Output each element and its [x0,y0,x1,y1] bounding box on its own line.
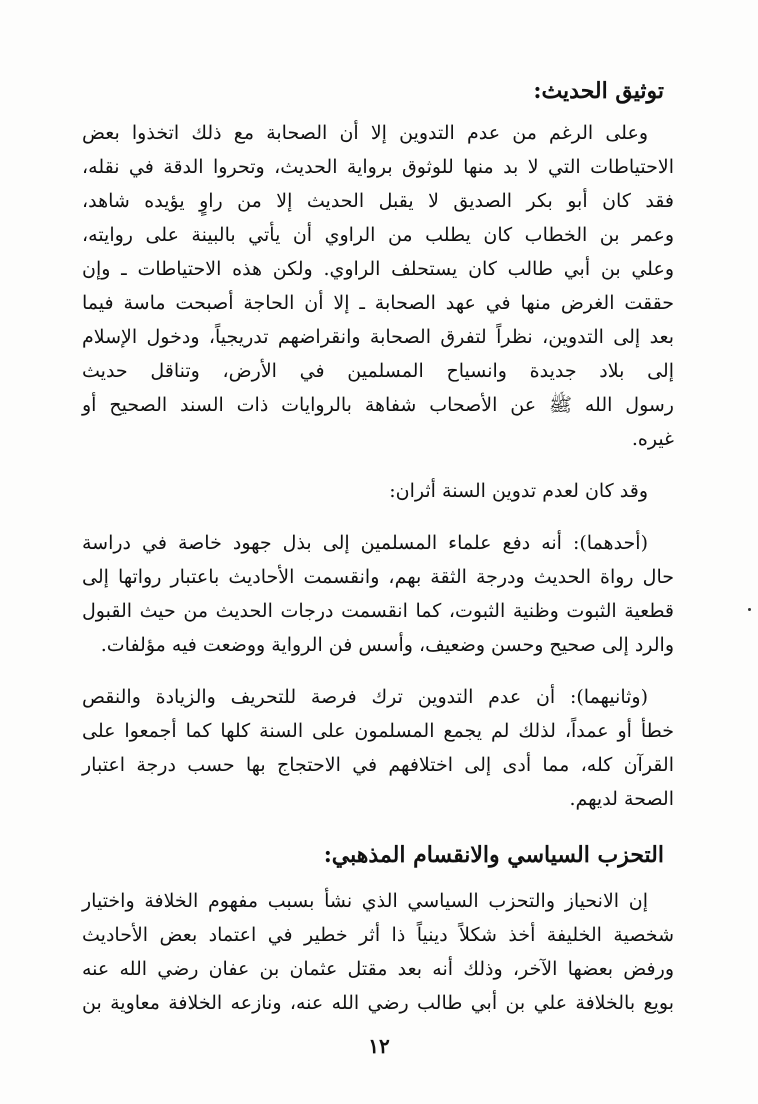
text-line: القرآن كله، مما أدى إلى اختلافهم في الاحتجاج بها حسب درجة اعتبار [82,754,674,776]
text-line: بويع بالخلافة علي بن أبي طالب رضي الله عنه، ونازعه الخلافة معاوية بن [82,992,674,1014]
text-line: خطأ أو عمداً، لذلك لم يجمع المسلمون على السنة كلها كما أجمعوا على [82,720,674,742]
text-line: إن الانحياز والتحزب السياسي الذي نشأ بسبب مفهوم الخلافة واختيار [82,890,648,912]
text-line: بعد إلى التدوين، نظراً لتفرق الصحابة وانقراضهم تدريجياً، ودخول الإسلام [82,326,674,348]
text-line: وعلى الرغم من عدم التدوين إلا أن الصحابة مع ذلك اتخذوا بعض [82,122,648,144]
text-line: حققت الغرض منها في عهد الصحابة ـ إلا أن الحاجة أصبحت ماسة فيما [82,292,674,314]
text-line: قطعية الثبوت وظنية الثبوت، كما انقسمت درجات الحديث من حيث القبول [82,600,674,622]
section-heading-political-partisanship: التحزب السياسي والانقسام المذهبي: [323,842,664,868]
text-line: (أحدهما): أنه دفع علماء المسلمين إلى بذل جهود خاصة في دراسة [82,532,648,554]
text-line: وعمر بن الخطاب كان يطلب من الراوي أن يأتي بالبينة على روايته، [82,224,674,246]
text-line: ورفض بعضها الآخر، وذلك أنه بعد مقتل عثمان بن عفان رضي الله عنه [82,958,674,980]
text-line: غيره. [631,428,674,450]
text-line: حال رواة الحديث ودرجة الثقة بهم، وانقسمت الأحاديث باعتبار رواتها إلى [82,566,674,588]
text-line: إلى بلاد جديدة وانسياح المسلمين في الأرض، وتناقل حديث [82,360,674,382]
text-line: فقد كان أبو بكر الصديق لا يقبل الحديث إلا من راوٍ يؤيده شاهد، [82,190,674,212]
text-line: وقد كان لعدم تدوين السنة أثران: [389,480,648,502]
page-number: ١٢ [368,1034,390,1058]
text-line: (وثانيهما): أن عدم التدوين ترك فرصة للتحريف والزيادة والنقص [82,686,648,708]
text-line: رسول الله ﷺ عن الأصحاب شفاهة بالروايات ذات السند الصحيح أو [82,394,674,416]
text-line: والرد إلى صحيح وحسن وضعيف، وأسس فن الرواية ووضعت فيه مؤلفات. [100,634,674,656]
text-line: شخصية الخليفة أخذ شكلاً دينياً ذا أثر خطير في اعتماد بعض الأحاديث [82,924,674,946]
text-line: وعلي بن أبي طالب كان يستحلف الراوي. ولكن هذه الاحتياطات ـ وإن [82,258,674,280]
scan-speck [748,608,751,611]
text-line: الصحة لديهم. [569,788,674,810]
section-heading-hadith-documentation: توثيق الحديث: [533,78,664,104]
text-line: الاحتياطات التي لا بد منها للوثوق برواية الحديث، وتحروا الدقة في نقله، [82,156,674,178]
